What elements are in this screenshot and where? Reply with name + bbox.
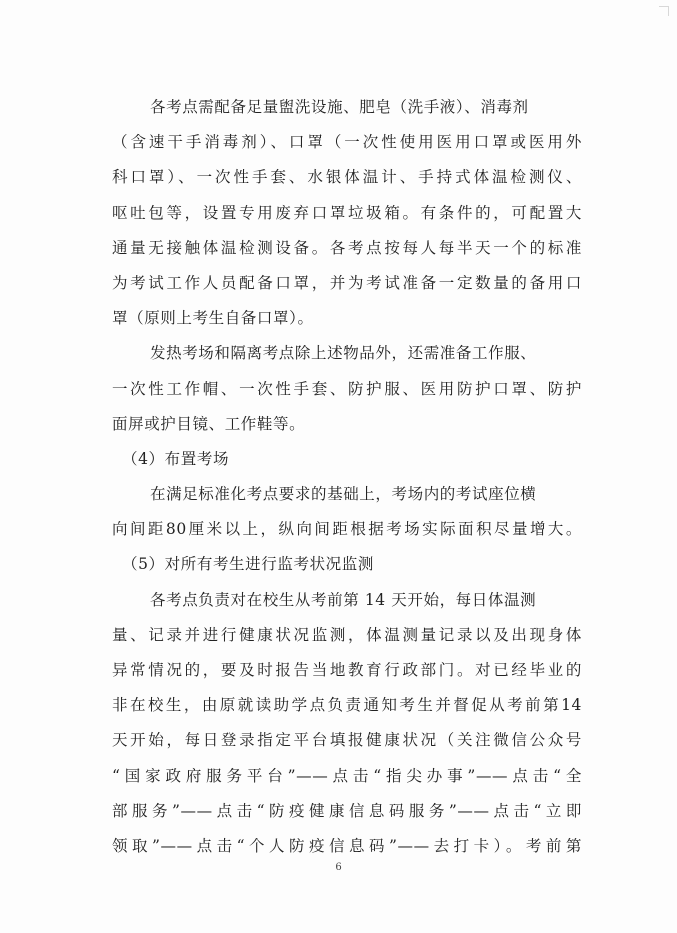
body-text xyxy=(112,90,582,864)
scan-corner-mark xyxy=(659,6,669,16)
section-heading: （4）布置考场 xyxy=(122,449,230,468)
text-line: 领取”——点击“个人防疫信息码”——去打卡）。考前第 xyxy=(112,836,582,855)
text-line: 各考点需配备足量盥洗设施、肥皂（洗手液）、消毒剂 xyxy=(150,98,529,116)
text-line: 科口罩）、一次性手套、水银体温计、手持式体温检测仪、 xyxy=(112,168,582,187)
text-line: 向间距80厘米以上，纵向间距根据考场实际面积尽量增大。 xyxy=(112,520,582,539)
text-line: 天开始，每日登录指定平台填报健康状况（关注微信公众号 xyxy=(112,731,582,750)
text-line: 罩（原则上考生自备口罩）。 xyxy=(112,309,314,328)
text-line: 为考试工作人员配备口罩，并为考试准备一定数量的备用口 xyxy=(112,273,582,292)
page-number: 6 xyxy=(335,862,342,873)
text-line: 量、记录并进行健康状况监测，体温测量记录以及出现身体 xyxy=(112,625,582,644)
text-line: （含速干手消毒剂）、口罩（一次性使用医用口罩或医用外 xyxy=(112,133,582,152)
section-heading: （5）对所有考生进行监考状况监测 xyxy=(122,555,374,574)
text-line: 通量无接触体温检测设备。各考点按每人每半天一个的标准 xyxy=(112,238,582,257)
text-line: 发热考场和隔离考点除上述物品外，还需准备工作服、 xyxy=(150,344,537,363)
text-line: 非在校生，由原就读助学点负责通知考生并督促从考前第14 xyxy=(112,696,582,715)
text-line: “国家政府服务平台”——点击“指尖办事”——点击“全 xyxy=(112,766,582,785)
text-line: 在满足标准化考点要求的基础上，考场内的考试座位横 xyxy=(150,485,537,504)
text-line: 各考点负责对在校生从考前第 14 天开始，每日体温测 xyxy=(150,590,537,609)
text-line: 异常情况的，要及时报告当地教育行政部门。对已经毕业的 xyxy=(112,661,582,679)
text-line: 部服务”——点击“防疫健康信息码服务”——点击“立即 xyxy=(112,801,582,820)
text-line: 一次性工作帽、一次性手套、防护服、医用防护口罩、防护 xyxy=(112,379,582,398)
text-line: 呕吐包等，设置专用废弃口罩垃圾箱。有条件的，可配置大 xyxy=(112,203,582,222)
text-line: 面屏或护目镜、工作鞋等。 xyxy=(112,414,306,433)
